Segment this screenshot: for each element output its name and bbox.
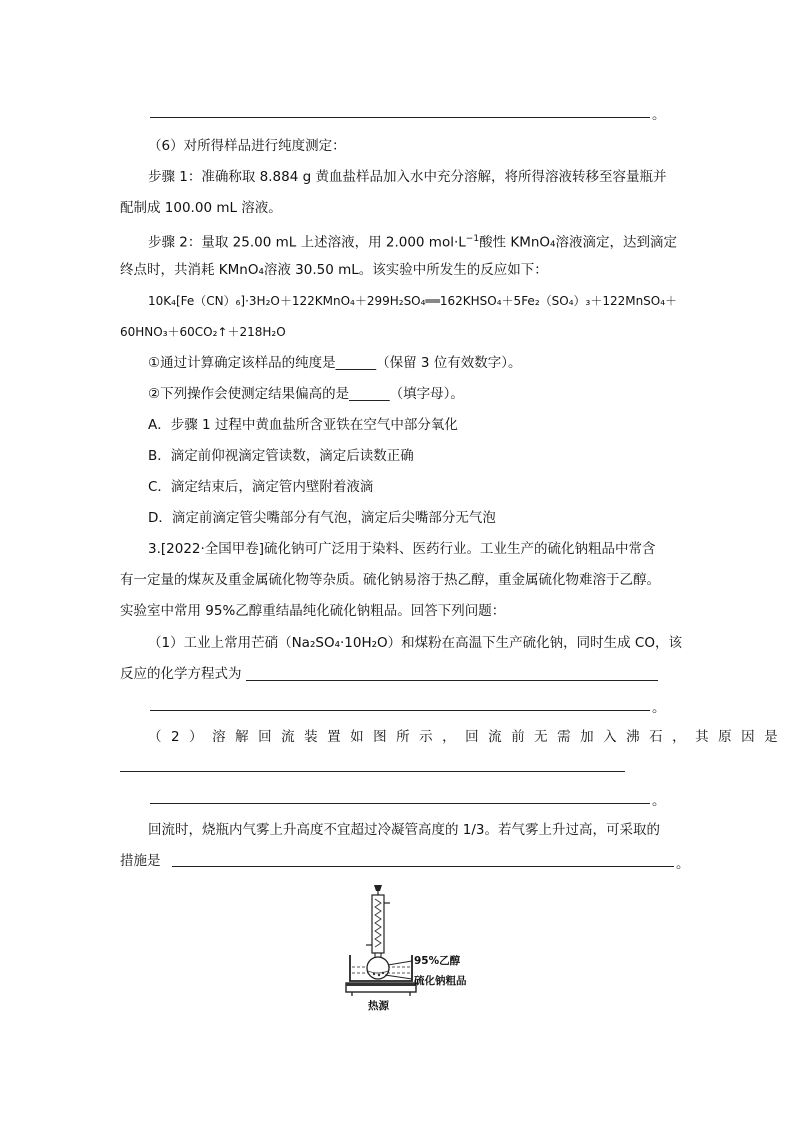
q3-intro-line1: 3.[2022·全国甲卷]硫化钠可广泛用于染料、医药行业。工业生产的硫化钠粗品中常含 [148,541,656,557]
q6-step2-line1 [148,230,677,252]
flask-icon [367,957,389,979]
q6-step1-line2: 配制成 100.00 mL 溶液。 [120,200,282,216]
answer-line[interactable] [172,866,674,867]
label-crude-product: 硫化钠粗品 [414,975,467,987]
q6-heading: （6）对所得样品进行纯度测定： [148,138,346,154]
q6-equation-line1: 10K₄[Fe（CN）₆]·3H₂O＋122KMnO₄＋299H₂SO₄══162KHSO₄＋5Fe₂（SO₄）₃＋122MnSO₄＋ [148,294,678,308]
q3-part1-line2: 反应的化学方程式为 [120,666,242,682]
condenser-top-icon [374,885,382,891]
q3-intro-line3: 实验室中常用 95%乙醇重结晶纯化硫化钠粗品。回答下列问题： [120,603,506,619]
q6-step1-line1: 步骤 1：准确称取 8.884 g 黄血盐样品加入水中充分溶解，将所得溶液转移至容量瓶并 [148,169,667,185]
condenser-icon [372,895,384,953]
label-heat-source: 热源 [368,1000,389,1012]
end-mark: 。 [652,700,666,716]
q6-step2-pre: 步骤 2：量取 25.00 mL 上述溶液，用 2.000 mol·L [148,234,466,251]
q6-sub-question-1: ①通过计算确定该样品的纯度是______（保留 3 位有效数字）。 [148,355,522,371]
q6-step2-line2: 终点时，共消耗 KMnO₄溶液 30.50 mL。该实验中所发生的反应如下： [120,262,548,278]
answer-line[interactable] [150,803,650,804]
label-ethanol: 95%乙醇 [414,955,461,967]
option-b: B．滴定前仰视滴定管读数，滴定后读数正确 [148,448,414,464]
q3-reflux-line2: 措施是 [120,853,161,869]
q3-part1-line1: （1）工业上常用芒硝（Na₂SO₄·10H₂O）和煤粉在高温下生产硫化钠，同时生成 CO，该 [148,635,682,651]
end-mark: 。 [652,107,666,123]
q6-equation-line2: 60HNO₃＋60CO₂↑＋218H₂O [120,325,286,339]
option-d: D．滴定前滴定管尖嘴部分有气泡，滴定后尖嘴部分无气泡 [148,510,496,526]
answer-line[interactable] [150,117,650,118]
q3-part2-line1: （2）溶解回流装置如图所示，回流前无需加入沸石，其原因是 [148,729,788,745]
q3-intro-line2: 有一定量的煤灰及重金属硫化物等杂质。硫化钠易溶于热乙醇，重金属硫化物难溶于乙醇。 [120,572,660,588]
q6-step2-post: 酸性 KMnO₄溶液滴定，达到滴定 [479,234,677,251]
answer-line[interactable] [120,771,625,772]
answer-line[interactable] [150,710,650,711]
reflux-apparatus-figure [330,883,490,1013]
q6-step2-sup: −1 [465,234,480,244]
q3-reflux-line1: 回流时，烧瓶内气雾上升高度不宜超过冷凝管高度的 1/3。若气雾上升过高，可采取的 [148,822,661,838]
option-c: C．滴定结束后，滴定管内壁附着液滴 [148,479,374,495]
end-mark: 。 [676,856,690,872]
end-mark: 。 [652,793,666,809]
q6-sub-question-2: ②下列操作会使测定结果偏高的是______（填字母）。 [148,386,464,402]
option-a: A．步骤 1 过程中黄血盐所含亚铁在空气中部分氧化 [148,417,458,433]
answer-line[interactable] [246,680,658,681]
